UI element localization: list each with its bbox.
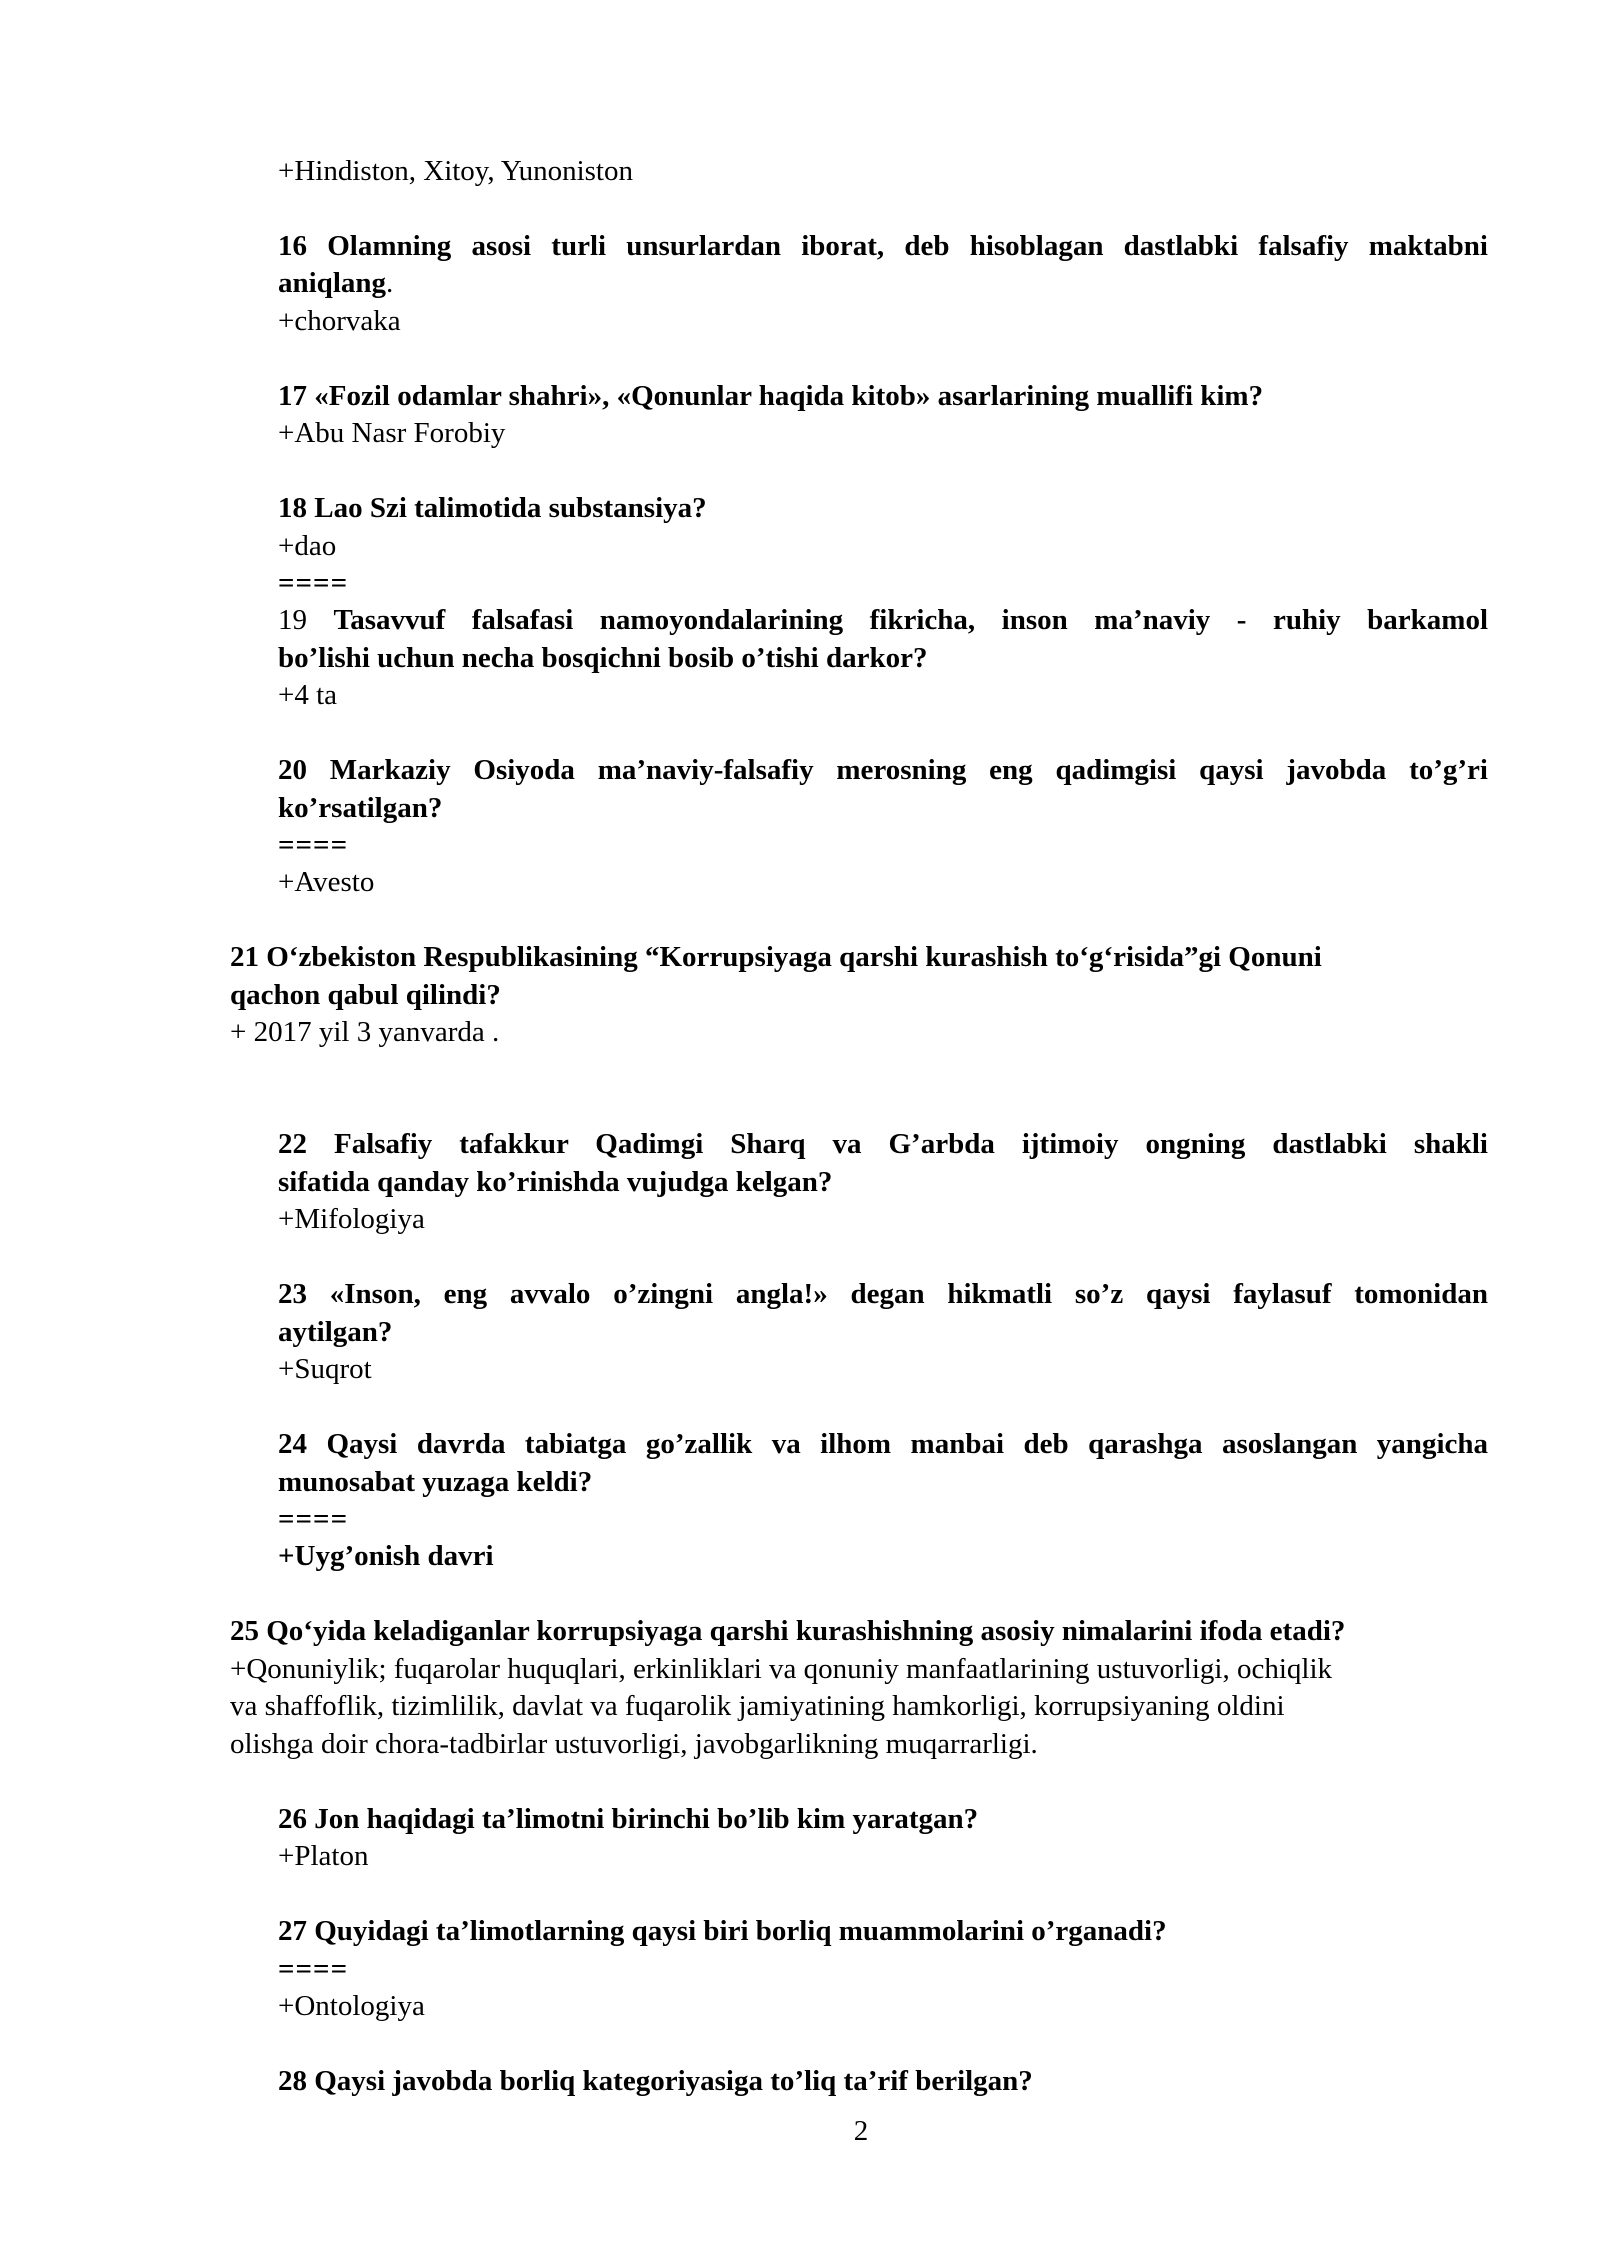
answer-18: +dao — [278, 530, 337, 562]
answer-26: +Platon — [278, 1840, 369, 1872]
answer-16: +chorvaka — [278, 305, 401, 337]
question-19-number: 19 — [278, 604, 334, 636]
separator-24: ==== — [278, 1503, 349, 1535]
separator-27: ==== — [278, 1953, 349, 1985]
question-16-line-1: 16 Olamning asosi turli unsurlardan iborat, deb hisoblagan dastlabki falsafiy maktabni — [278, 230, 1488, 262]
answer-25-line-1: +Qonuniylik; fuqarolar huquqlari, erkinliklari va qonuniy manfaatlarining ustuvorligi, ochiqlik — [230, 1653, 1333, 1685]
answer-27: +Ontologiya — [278, 1990, 425, 2022]
page-number: 2 — [853, 2115, 869, 2147]
question-18: 18 Lao Szi talimotida substansiya? — [278, 492, 707, 524]
answer-23: +Suqrot — [278, 1353, 372, 1385]
answer-25-line-3: olishga doir chora-tadbirlar ustuvorligi, javobgarlikning muqarrarligi. — [230, 1728, 1038, 1760]
question-27: 27 Quyidagi ta’limotlarning qaysi biri borliq muammolarini o’rganadi? — [278, 1915, 1167, 1947]
question-19-line-2: bo’lishi uchun necha bosqichni bosib o’tishi darkor? — [278, 642, 928, 674]
question-23-line-2: aytilgan? — [278, 1316, 393, 1348]
answer-24: +Uyg’onish davri — [278, 1540, 494, 1572]
question-19-text: Tasavvuf falsafasi namoyondalarining fikricha, inson ma’naviy - ruhiy barkamol — [333, 604, 1488, 636]
question-19-line-1 — [278, 601, 1488, 639]
question-16-line-2-tail: . — [386, 267, 394, 299]
separator-18: ==== — [278, 567, 349, 599]
answer-19: +4 ta — [278, 679, 338, 711]
question-28: 28 Qaysi javobda borliq kategoriyasiga to’liq ta’rif berilgan? — [278, 2065, 1033, 2097]
question-26: 26 Jon haqidagi ta’limotni birinchi bo’lib kim yaratgan? — [278, 1803, 979, 1835]
question-24-line-1: 24 Qaysi davrda tabiatga go’zallik va ilhom manbai deb qarashga asoslangan yangicha — [278, 1428, 1488, 1460]
question-25: 25 Qo‘yida keladiganlar korrupsiyaga qarshi kurashishning asosiy nimalarini ifoda etadi? — [230, 1615, 1346, 1647]
question-16-line-2-text: aniqlang — [278, 267, 386, 299]
answer-25-line-2: va shaffoflik, tizimlilik, davlat va fuqarolik jamiyatining hamkorligi, korrupsiyaning oldini — [230, 1690, 1285, 1722]
question-16-line-2 — [278, 264, 393, 302]
question-21-line-2: qachon qabul qilindi? — [230, 979, 501, 1011]
question-20-line-1: 20 Markaziy Osiyoda ma’naviy-falsafiy merosning eng qadimgisi qaysi javobda to’g’ri — [278, 754, 1488, 786]
question-17: 17 «Fozil odamlar shahri», «Qonunlar haqida kitob» asarlarining muallifi kim? — [278, 380, 1264, 412]
question-21-line-1: 21 O‘zbekiston Respublikasining “Korrupsiyaga qarshi kurashish to‘g‘risida”gi Qonuni — [230, 941, 1322, 973]
question-22-line-1: 22 Falsafiy tafakkur Qadimgi Sharq va G’arbda ijtimoiy ongning dastlabki shakli — [278, 1128, 1488, 1160]
question-23-line-1: 23 «Inson, eng avvalo o’zingni angla!» degan hikmatli so’z qaysi faylasuf tomonidan — [278, 1278, 1488, 1310]
question-24-line-2: munosabat yuzaga keldi? — [278, 1466, 593, 1498]
separator-20: ==== — [278, 829, 349, 861]
answer-17: +Abu Nasr Forobiy — [278, 417, 506, 449]
answer-21: + 2017 yil 3 yanvarda . — [230, 1016, 500, 1048]
answer-15: +Hindiston, Xitoy, Yunoniston — [278, 155, 633, 187]
question-20-line-2: ko’rsatilgan? — [278, 792, 443, 824]
answer-20: +Avesto — [278, 866, 375, 898]
answer-22: +Mifologiya — [278, 1203, 425, 1235]
question-22-line-2: sifatida qanday ko’rinishda vujudga kelgan? — [278, 1166, 833, 1198]
